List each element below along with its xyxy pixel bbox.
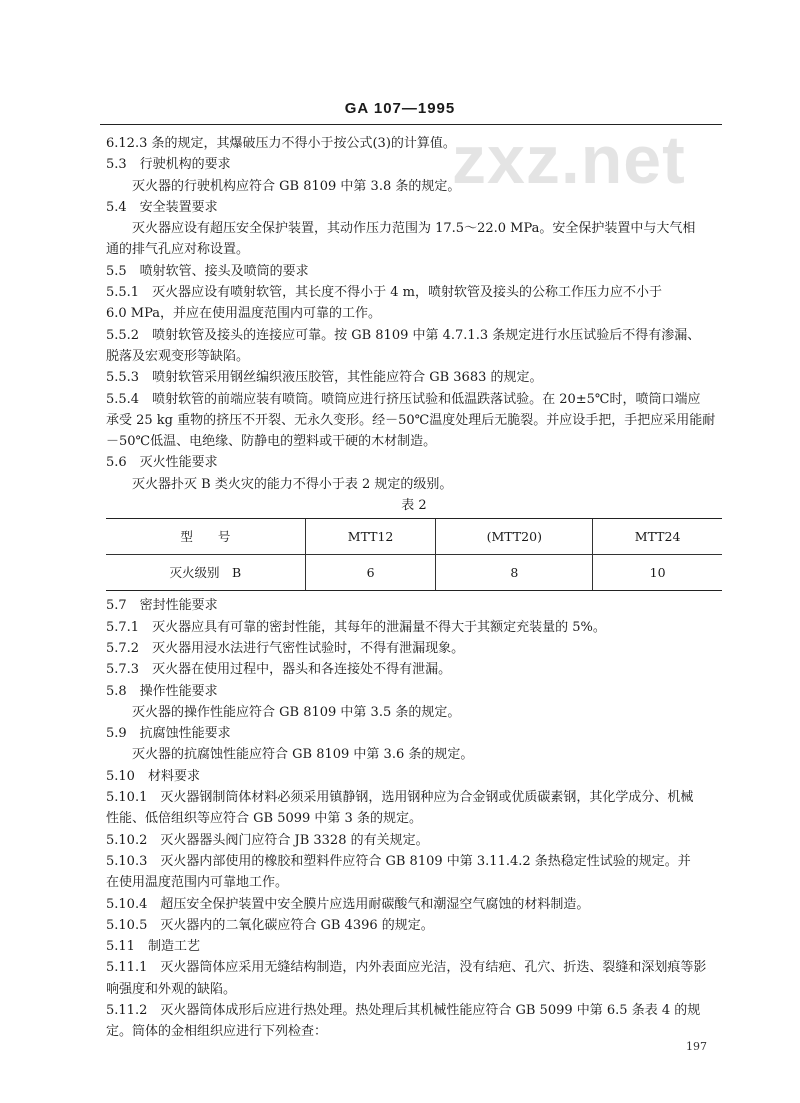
text-line: －50℃低温、电绝缘、防静电的塑料或干硬的木材制造。 — [106, 434, 437, 450]
text-line: 5.7.2 灭火器用浸水法进行气密性试验时，不得有泄漏现象。 — [106, 640, 465, 656]
text-line: 5.8 操作性能要求 — [106, 683, 218, 699]
text-line: 通的排气孔应对称设置。 — [106, 242, 250, 258]
text-line: 5.5 喷射软管、接头及喷筒的要求 — [106, 263, 309, 279]
table-2 — [106, 518, 722, 591]
text-line: 5.6 灭火性能要求 — [106, 455, 218, 471]
table-header-cell: MTT12 — [305, 519, 436, 555]
text-line: 5.10.3 灭火器内部使用的橡胶和塑料件应符合 GB 8109 中第 3.11.4.2 条热稳定性试验的规定。并 — [106, 853, 691, 869]
text-line: 响强度和外观的缺陷。 — [106, 981, 237, 997]
text-line: 5.3 行驶机构的要求 — [106, 157, 231, 173]
text-line: 5.10.5 灭火器内的二氧化碳应符合 GB 4396 的规定。 — [106, 917, 434, 933]
watermark: zxz.net — [452, 122, 686, 198]
text-line: 5.11 制造工艺 — [106, 939, 200, 955]
text-line: 5.7.3 灭火器在使用过程中，器头和各连接处不得有泄漏。 — [106, 662, 452, 678]
text-line: 灭火器的操作性能应符合 GB 8109 中第 3.5 条的规定。 — [132, 704, 461, 720]
body-text — [106, 133, 722, 1043]
text-line: 5.10.4 超压安全保护装置中安全膜片应选用耐碳酸气和潮湿空气腐蚀的材料制造。 — [106, 896, 590, 912]
text-line: 5.9 抗腐蚀性能要求 — [106, 726, 231, 742]
table-header-cell: MTT24 — [593, 519, 722, 555]
table-header-row — [106, 519, 722, 555]
text-line: 承受 25 kg 重物的挤压不开裂、无永久变形。经－50℃温度处理后无脆裂。并应设手把，手把应采用能耐 — [106, 412, 716, 428]
text-line: 5.7.1 灭火器应具有可靠的密封性能，其每年的泄漏量不得大于其额定充装量的 5%。 — [106, 619, 606, 635]
text-line: 灭火器的抗腐蚀性能应符合 GB 8109 中第 3.6 条的规定。 — [132, 747, 474, 763]
table-cell: 6 — [305, 555, 436, 591]
text-line: 5.11.1 灭火器筒体应采用无缝结构制造，内外表面应光洁，没有结疤、孔穴、折迭、裂缝和深划痕等影 — [106, 960, 707, 976]
table-row — [106, 555, 722, 591]
table-cell: 8 — [436, 555, 593, 591]
table-header-cell: (MTT20) — [436, 519, 593, 555]
text-line: 灭火器扑灭 B 类火灾的能力不得小于表 2 规定的级别。 — [132, 476, 453, 492]
text-line: 灭火器应设有超压安全保护装置，其动作压力范围为 17.5～22.0 MPa。安全保护装置中与大气相 — [132, 221, 696, 237]
table-header-cell: 型 号 — [106, 519, 305, 555]
text-line: 脱落及宏观变形等缺陷。 — [106, 348, 250, 364]
page-number: 197 — [686, 1040, 707, 1053]
text-line: 5.5.2 喷射软管及接头的连接应可靠。按 GB 8109 中第 4.7.1.3 条规定进行水压试验后不得有渗漏、 — [106, 327, 701, 343]
text-line: 5.10.1 灭火器钢制筒体材料必须采用镇静钢，选用钢种应为合金钢或优质碳素钢，其化学成分、机械 — [106, 790, 694, 806]
table-caption: 表 2 — [401, 498, 427, 514]
text-line: 6.12.3 条的规定，其爆破压力不得小于按公式(3)的计算值。 — [106, 136, 456, 151]
text-line: 5.5.3 喷射软管采用钢丝编织液压胶管，其性能应符合 GB 3683 的规定。 — [106, 370, 543, 386]
text-line: 灭火器的行驶机构应符合 GB 8109 中第 3.8 条的规定。 — [132, 178, 461, 194]
text-line: 5.7 密封性能要求 — [106, 598, 218, 614]
text-line: 5.5.4 喷射软管的前端应装有喷筒。喷筒应进行挤压试验和低温跌落试验。在 20±5℃时，喷筒口端应 — [106, 391, 701, 407]
text-line: 5.10.2 灭火器器头阀门应符合 JB 3328 的有关规定。 — [106, 832, 429, 848]
table-cell: 10 — [593, 555, 722, 591]
text-line: 5.4 安全装置要求 — [106, 199, 218, 215]
text-line: 6.0 MPa，并应在使用温度范围内可靠的工作。 — [106, 306, 382, 322]
paragraphs-before-table — [106, 133, 722, 495]
standard-header: GA 107—1995 — [344, 100, 456, 117]
text-line: 5.10 材料要求 — [106, 768, 200, 784]
text-line: 在使用温度范围内可靠地工作。 — [106, 875, 289, 891]
text-line: 5.11.2 灭火器筒体成形后应进行热处理。热处理后其机械性能应符合 GB 5099 中第 6.5 条表 4 的规 — [106, 1002, 701, 1018]
text-line: 5.5.1 灭火器应设有喷射软管，其长度不得小于 4 m，喷射软管及接头的公称工作压力应不小于 — [106, 285, 662, 301]
text-line: 性能、低倍组织等应符合 GB 5099 中第 3 条的规定。 — [106, 811, 422, 827]
text-line: 定。筒体的金相组织应进行下列检查： — [106, 1024, 328, 1040]
paragraphs-after-table — [106, 595, 722, 1042]
table-cell: 灭火级别 B — [106, 555, 305, 591]
